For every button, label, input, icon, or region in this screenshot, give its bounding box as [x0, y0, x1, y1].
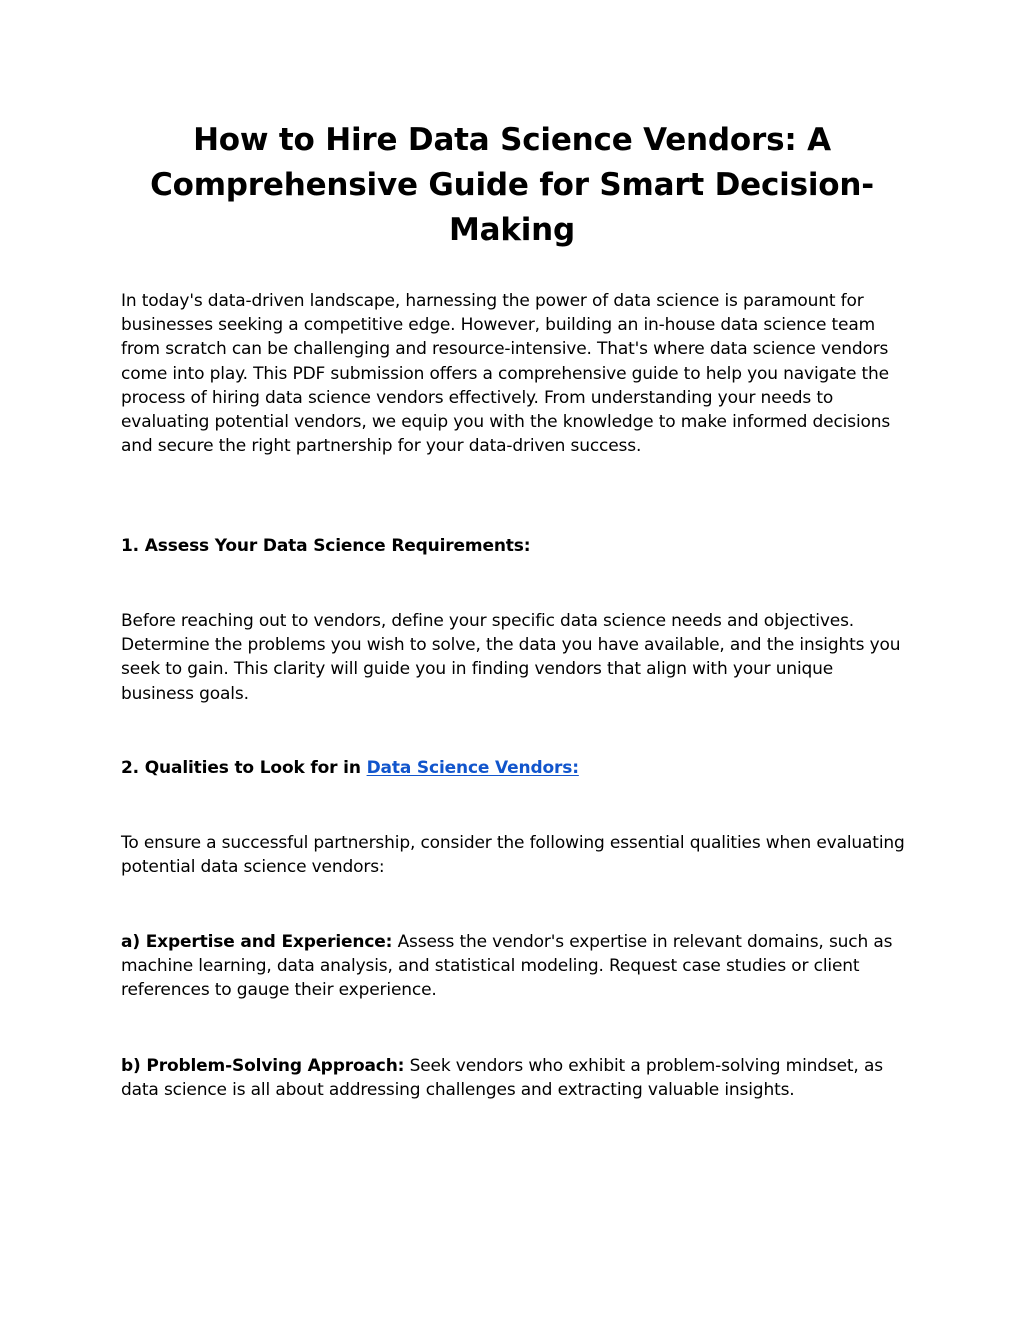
section-1-paragraph: Before reaching out to vendors, define your specific data science needs and objectives. Determine the problems you wish to solve, the data you have available, and the insights you seek to gain. This clarity will guide you in finding vendors that align with your unique business goals.: [121, 611, 901, 704]
section-2-paragraph: To ensure a successful partnership, consider the following essential qualities when evaluating potential data science vendors:: [121, 833, 905, 878]
section-2-heading: [121, 756, 911, 780]
quality-item-text: Seek vendors who exhibit a problem-solving mindset, as data science is all about addressing challenges and extracting valuable insights.: [121, 1056, 883, 1101]
document-title: How to Hire Data Science Vendors: A Comprehensive Guide for Smart Decision-Making: [150, 122, 874, 248]
data-science-vendors-link[interactable]: Data Science Vendors:: [366, 758, 579, 778]
intro-paragraph: In today's data-driven landscape, harnessing the power of data science is paramount for businesses seeking a competitive edge. However, building an in-house data science team from scratch can be challenging and resource-intensive. That's where data science vendors come into play. This PDF submission offers a comprehensive guide to help you navigate the process of hiring data science vendors effectively. From understanding your needs to evaluating potential vendors, we equip you with the knowledge to make informed decisions and secure the right partnership for your data-driven success.: [121, 291, 891, 457]
section-2-heading-text: 2. Qualities to Look for in: [121, 758, 367, 778]
quality-item-expertise: [121, 930, 911, 1003]
quality-item-problem-solving: [121, 1054, 911, 1102]
quality-item-label: a) Expertise and Experience:: [121, 932, 393, 952]
quality-item-text: Assess the vendor's expertise in relevant domains, such as machine learning, data analysis, and statistical modeling. Request case studies or client references to gauge their experience.: [121, 932, 893, 1001]
section-1-heading: 1. Assess Your Data Science Requirements:: [121, 536, 531, 556]
quality-item-label: b) Problem-Solving Approach:: [121, 1056, 405, 1076]
